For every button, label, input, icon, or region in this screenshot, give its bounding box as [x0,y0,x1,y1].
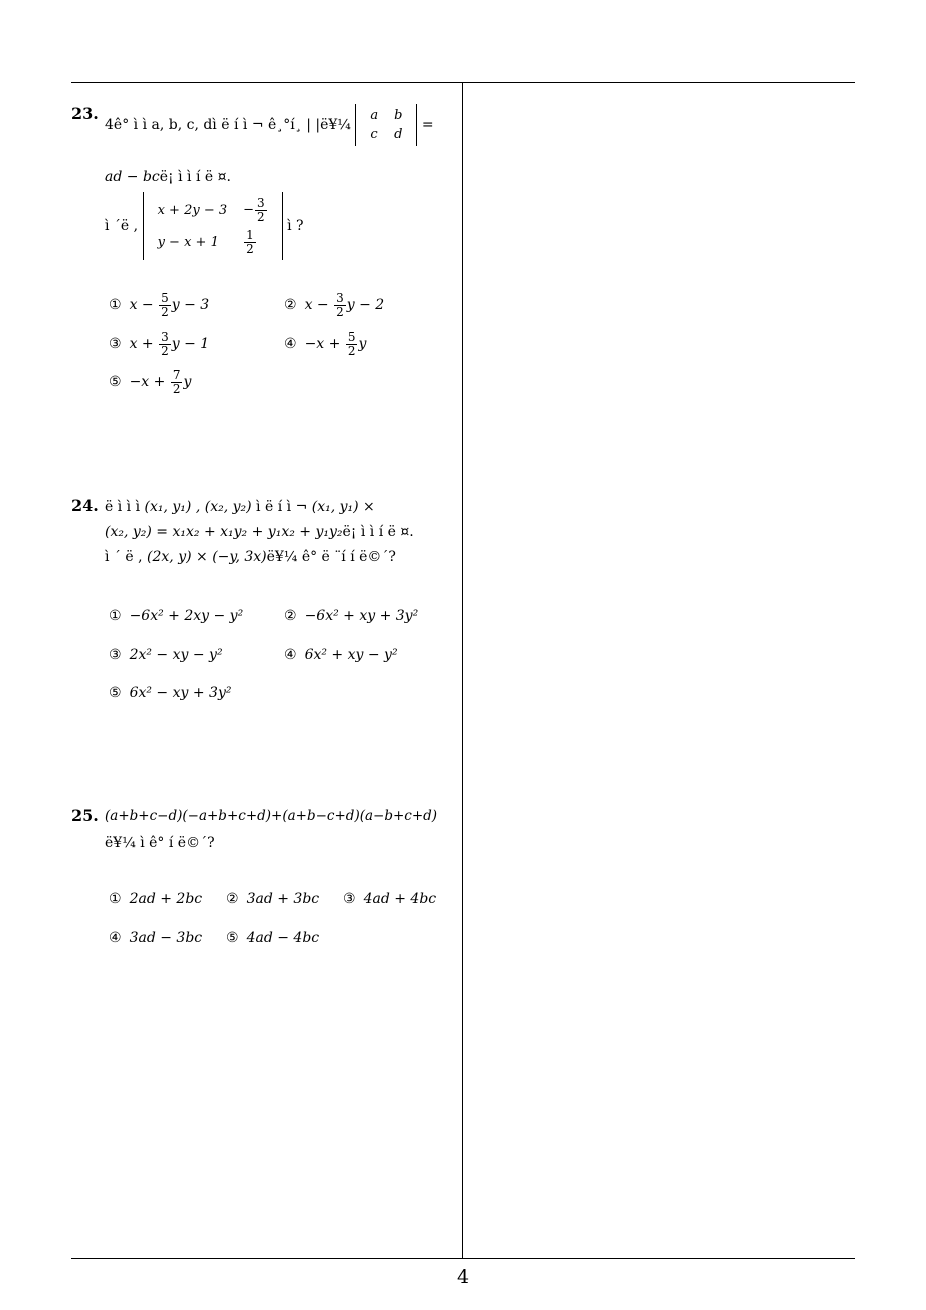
choice-5[interactable]: ⑤ 4ad − 4bc [226,930,320,946]
line1-math-d: (x₁, y₁) × [311,499,375,515]
line2-text: ë¡ ì ì í ë ¤. [342,524,414,540]
problem-line-2 [105,836,215,850]
line1-math-b: (x₁, y₁) , (x₂, y₂) [144,499,252,515]
equals-sign: = [421,117,434,133]
choice-5[interactable]: ⑤ 6x² − xy + 3y² [109,685,232,701]
line2-math: (x₂, y₂) = x₁x₂ + x₁y₂ + y₁x₂ + y₁y₂ [105,524,343,540]
line1-text-a: ë ì ì ì [105,499,141,515]
det-a: a [370,108,379,123]
choice-1[interactable]: ① 2ad + 2bc [109,891,203,907]
determinant-abcd [355,104,417,146]
choice-3[interactable]: ③ x + $\frac{3}{2}$ y − 1 [109,330,210,358]
page-number: 4 [456,1266,470,1288]
choice-1[interactable]: ① −6x² + 2xy − y² [109,608,244,624]
problem-expression [105,810,437,824]
problem-number: 25. [71,806,99,825]
determinant-question [143,192,283,260]
problem-number: 24. [71,496,99,515]
problem-line-1 [105,500,375,514]
line1-text-c: ì ë í ì ¬ [256,499,308,515]
choice-3[interactable]: ③ 2x² − xy − y² [109,647,223,663]
problem-intro-line [105,104,434,146]
det2-r2c1: y − x + 1 [157,234,219,250]
choice-4[interactable]: ④ −x + $\frac{5}{2}$ y [284,330,367,358]
question-prefix: ì ´ë , [105,218,139,235]
problem-number: 23. [71,104,99,123]
det2-r1c2-sign: − [243,202,255,218]
det2-r1c2-fraction: $\frac{3}{2}$ [257,196,265,224]
line3-math: (2x, y) × (−y, 3x) [147,549,267,565]
choice-1[interactable]: ① x − $\frac{5}{2}$ y − 3 [109,291,210,319]
bottom-rule [71,1258,855,1259]
line3-text-c: ë¥¼ ê° ë ¨í í ë©´? [266,549,396,565]
choice-5[interactable]: ⑤ −x + $\frac{7}{2}$ y [109,368,192,396]
det-d: d [394,127,403,142]
intro-text: 4ê° ì ì a, b, c, dì ë í ì ¬ ê¸°í¸ | |ë¥¼ [105,117,351,133]
definition-tail: ë¡ ì ì í ë ¤. [159,169,231,185]
definition-line [105,170,231,184]
choice-2[interactable]: ② 3ad + 3bc [226,891,320,907]
top-rule [71,82,855,83]
definition-expression: ad − bc [105,169,160,185]
choice-4[interactable]: ④ 6x² + xy − y² [284,647,398,663]
det-c: c [370,127,378,142]
problem-line-2 [105,525,414,539]
choice-3[interactable]: ③ 4ad + 4bc [343,891,437,907]
column-divider [462,82,463,1259]
question-text: ë¥¼ ì ê° í ë©´? [105,835,215,851]
det2-r1c1: x + 2y − 3 [157,202,228,218]
choice-4[interactable]: ④ 3ad − 3bc [109,930,203,946]
problem-line-3 [105,550,396,564]
choice-2[interactable]: ② −6x² + xy + 3y² [284,608,419,624]
expression: (a+b+c−d)(−a+b+c+d)+(a+b−c+d)(a−b+c+d) [105,808,438,824]
det-b: b [394,108,403,123]
question-suffix: ì ? [287,218,304,235]
det2-r2c2-fraction: $\frac{1}{2}$ [246,228,254,256]
line3-text-a: ì ´ ë , [105,549,143,565]
choice-2[interactable]: ② x − $\frac{3}{2}$ y − 2 [284,291,385,319]
question-line [105,192,304,260]
